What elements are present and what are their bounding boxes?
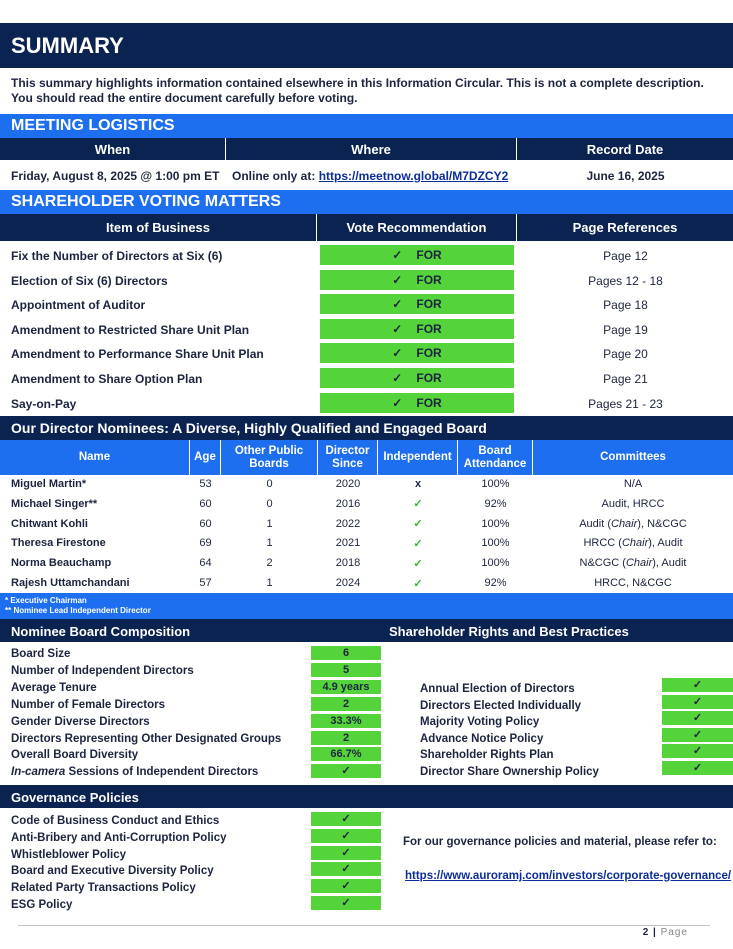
composition-label: Gender Diverse Directors [11,715,150,728]
rights-label: Shareholder Rights Plan [420,749,554,762]
director-since: 2020 [335,478,361,490]
meeting-link[interactable]: https://meetnow.global/M7DZCY2 [318,169,509,183]
vote-recommendation [320,393,514,413]
vote-recommendation-text: FOR [416,395,442,410]
logistics-header-when: When [0,138,226,160]
vote-page-reference: Page 19 [603,322,648,337]
governance-refer-text: For our governance policies and material, please refer to: [403,836,717,848]
vote-row [0,366,733,391]
governance-policy-label: Anti-Bribery and Anti-Corruption Policy [11,831,227,844]
governance-policy-label: Code of Business Conduct and Ethics [11,815,220,827]
rights-heading: Shareholder Rights and Best Practices [389,624,629,639]
nominees-header-attendance: Board Attendance [458,440,533,475]
check-icon: ✓ [662,728,733,742]
composition-value: 5 [311,663,381,677]
governance-policy-label: Whistleblower Policy [11,848,127,861]
table-row [0,553,733,573]
nominees-header-name: Name [0,440,190,475]
page-number: 2 [642,927,650,938]
vote-recommendation-text: FOR [416,346,442,361]
nominees-footnotes [0,593,733,619]
nominees-header-other-boards: Other Public Boards [221,440,318,475]
rights-label: Director Share Ownership Policy [420,766,599,778]
director-committees [533,533,733,553]
governance-policy-label: ESG Policy [11,899,73,911]
composition-label: Number of Female Directors [11,698,166,711]
voting-header-row [0,214,733,241]
check-icon: ✓ [311,879,381,893]
composition-rights-bar [0,619,733,642]
vote-item-label: Appointment of Auditor [11,298,146,313]
committee-text: Audit ( [579,517,611,530]
meeting-logistics-heading-text: MEETING LOGISTICS [11,117,175,134]
rights-label: Majority Voting Policy [420,716,540,729]
composition-label: Board Size [11,648,71,660]
check-icon: ✓ [392,346,403,361]
logistics-header-where: Where [226,138,517,160]
vote-item-label: Amendment to Restricted Share Unit Plan [11,322,250,337]
table-row [0,494,733,514]
vote-page-reference: Page 20 [603,347,648,362]
independent-check-icon: ✓ [413,518,423,531]
composition-label-text: Sessions of Independent Directors [65,766,259,779]
director-other-boards: 1 [266,517,273,530]
director-attendance: 92% [484,497,507,510]
director-since: 2024 [335,577,361,589]
director-committees [533,474,733,494]
director-other-boards: 1 [266,537,273,550]
composition-label [11,766,258,778]
committee-text: N/A [623,478,643,490]
check-icon: ✓ [392,297,403,312]
committee-text: HRCC ( [583,537,622,550]
vote-row [0,292,733,317]
composition-value: 6 [311,646,381,660]
vote-item-label: Amendment to Performance Share Unit Plan [11,347,264,362]
director-age: 60 [199,517,212,530]
vote-page-reference: Page 21 [603,372,648,386]
vote-page-reference: Pages 21 - 23 [588,396,663,411]
director-name: Chitwant Kohli [11,517,88,530]
director-since: 2021 [335,537,361,550]
director-attendance: 100% [481,517,510,530]
vote-page-reference: Page 18 [603,298,648,313]
vote-row [0,317,733,342]
check-icon: ✓ [662,678,733,692]
meeting-where [232,169,508,183]
composition-value: 4.9 years [311,680,381,694]
nominees-header-independent: Independent [378,440,458,475]
director-name: Norma Beauchamp [11,557,112,570]
meeting-where-prefix: Online only at: [232,169,316,183]
committee-text: ), Audit [652,557,687,570]
director-age: 53 [199,478,212,490]
composition-label: Overall Board Diversity [11,749,139,762]
vote-recommendation-text: FOR [416,297,442,312]
director-committees [533,553,733,573]
director-attendance: 100% [481,557,510,570]
committee-text: ), Audit [648,537,683,550]
table-row [0,474,733,494]
check-icon: ✓ [311,764,381,778]
nominees-header-director-since: Director Since [318,440,378,475]
director-since: 2022 [335,517,361,530]
footnote-lead-independent: ** Nominee Lead Independent Director [5,606,151,615]
check-icon: ✓ [392,321,403,336]
independent-check-icon: ✓ [413,498,423,511]
director-age: 57 [199,577,212,589]
nominees-heading [0,416,733,440]
check-icon: ✓ [662,711,733,725]
vote-recommendation [320,343,514,363]
check-icon: ✓ [311,896,381,910]
vote-item-label: Amendment to Share Option Plan [11,372,203,386]
vote-page-reference: Pages 12 - 18 [588,273,663,288]
composition-heading: Nominee Board Composition [11,624,191,639]
vote-item-label: Election of Six (6) Directors [11,273,168,288]
footer-divider [18,925,710,926]
composition-label: Average Tenure [11,681,97,694]
composition-label-italic: In-camera [11,766,66,779]
check-icon: ✓ [392,371,403,385]
director-committees [533,514,733,534]
composition-label: Directors Representing Other Designated Groups [11,732,282,745]
check-icon: ✓ [392,272,403,287]
voting-header-item: Item of Business [0,214,317,241]
vote-item-label: Say-on-Pay [11,396,77,411]
director-name: Theresa Firestone [11,537,106,550]
check-icon: ✓ [662,695,733,709]
voting-matters-heading-text: SHAREHOLDER VOTING MATTERS [11,193,281,210]
vote-recommendation-text: FOR [416,321,442,336]
director-other-boards: 0 [266,497,273,510]
voting-matters-heading [0,190,733,214]
governance-heading [0,785,733,808]
check-icon: ✓ [311,862,381,876]
director-name: Michael Singer** [11,497,98,510]
composition-value: 66.7% [311,747,381,761]
independent-check-icon: ✓ [413,537,423,550]
director-committees [533,573,733,593]
director-other-boards: 1 [266,577,273,589]
committee-text: ), N&CGC [637,517,687,530]
director-since: 2016 [335,497,361,510]
page-footer [643,927,688,938]
page-sep: | [653,927,657,938]
director-attendance: 92% [484,577,507,589]
page-word: Page [660,927,688,938]
nominees-heading-text: Our Director Nominees: A Diverse, Highly Qualified and Engaged Board [11,420,487,436]
director-age: 64 [199,557,212,570]
table-row [0,573,733,593]
vote-recommendation-text: FOR [416,272,442,287]
vote-item-label: Fix the Number of Directors at Six (6) [11,249,223,263]
nominees-header-age: Age [190,440,221,475]
check-icon: ✓ [662,761,733,775]
governance-policy-label: Related Party Transactions Policy [11,882,196,895]
nominees-header-committees: Committees [600,451,666,463]
director-name: Miguel Martin* [11,478,87,490]
voting-header-page-refs: Page References [517,214,733,241]
meeting-logistics-heading [0,114,733,138]
vote-recommendation [320,245,514,265]
governance-policy-label: Board and Executive Diversity Policy [11,865,214,878]
not-independent-icon: x [414,478,422,490]
composition-value: 2 [311,697,381,711]
vote-recommendation [320,294,514,314]
table-row [0,533,733,553]
rights-label: Annual Election of Directors [420,683,575,695]
check-icon: ✓ [392,248,403,262]
committee-text: Audit, HRCC [601,497,665,510]
governance-heading-text: Governance Policies [11,790,139,805]
rights-label: Directors Elected Individually [420,699,582,712]
committee-chair-label: Chair [625,557,653,570]
composition-value: 33.3% [311,714,381,728]
vote-row [0,341,733,366]
voting-header-recommendation: Vote Recommendation [317,214,517,241]
governance-link[interactable]: https://www.auroramj.com/investors/corporate-governance/ [405,870,732,882]
director-since: 2018 [335,557,361,570]
logistics-header-record-date: Record Date [517,138,733,160]
record-date: June 16, 2025 [586,169,665,183]
director-committees [533,494,733,514]
independent-check-icon: ✓ [413,577,423,590]
vote-recommendation-text: FOR [416,371,442,385]
rights-label: Advance Notice Policy [420,732,544,745]
vote-recommendation [320,368,514,388]
director-name: Rajesh Uttamchandani [11,577,130,589]
vote-row [0,268,733,293]
check-icon: ✓ [662,744,733,758]
intro-text: This summary highlights information contained elsewhere in this Information Circular. This is not a complete description. You should read the entire document carefully before voting. [11,76,704,105]
director-other-boards: 0 [266,478,273,490]
logistics-header-row [0,138,733,160]
check-icon: ✓ [392,395,403,410]
director-age: 60 [199,497,212,510]
director-age: 69 [199,537,212,550]
independent-check-icon: ✓ [413,557,423,570]
vote-recommendation [320,270,514,290]
vote-row [0,243,733,268]
committee-chair-label: Chair [611,517,638,530]
committee-text: N&CGC ( [579,557,626,570]
summary-title-bar [0,23,733,68]
page-title: SUMMARY [11,33,124,58]
composition-value: 2 [311,731,381,745]
director-attendance: 100% [481,537,510,550]
composition-label: Number of Independent Directors [11,664,194,677]
table-row [0,514,733,534]
director-other-boards: 2 [266,557,273,570]
check-icon: ✓ [311,846,381,860]
meeting-when: Friday, August 8, 2025 @ 1:00 pm ET [11,169,220,183]
vote-row [0,391,733,416]
vote-recommendation [320,319,514,339]
nominees-header-row [0,440,733,475]
vote-recommendation-text: FOR [416,248,442,262]
vote-page-reference: Page 12 [603,249,648,263]
check-icon: ✓ [311,829,381,843]
director-attendance: 100% [481,478,510,490]
committee-text: HRCC, N&CGC [594,577,672,589]
committee-chair-label: Chair [621,537,649,550]
check-icon: ✓ [311,812,381,826]
footnote-executive-chairman: * Executive Chairman [5,596,87,605]
